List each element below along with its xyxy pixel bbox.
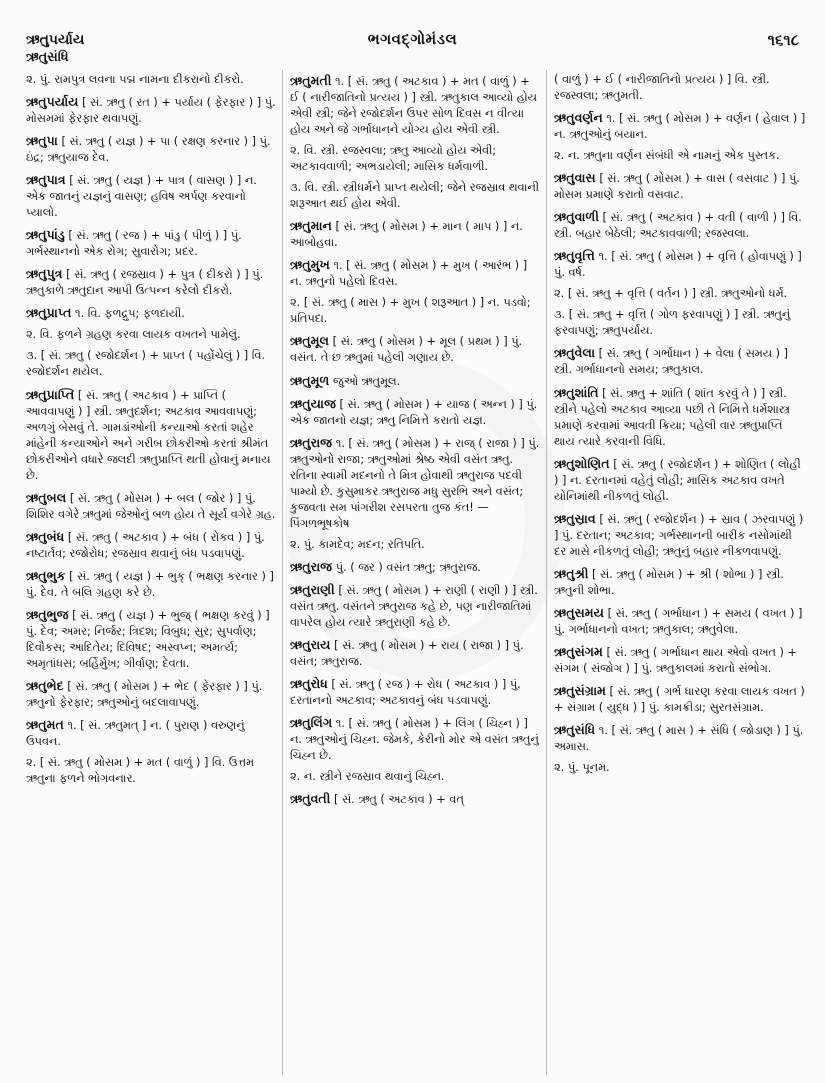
- entry-headword: ઋતુરાજ: [290, 434, 333, 450]
- entry-definition: ૩. વિ. સ્ત્રી. સ્ત્રીધર્મને પ્રાપ્ત થયેલી; જેને રજસ્રાવ થવાની શરૂઆત થઈ હોય એવી.: [290, 181, 540, 211]
- entry-definition: ૨. [ સં. ઋતુ ( માસ ) + મુખ ( શરૂઆત ) ] ન. પડવો; પ્રતિપદા.: [290, 296, 531, 326]
- entry-definition: જુઓ ઋતુમૂલ.: [332, 374, 401, 388]
- dictionary-entry: [26, 489, 278, 523]
- entry-headword: ઋતુરાણી: [290, 581, 335, 597]
- entry-definition: [ સં. ઋતુ ( મોસમ ) + શ્રી ( શોભા ) ] સ્ત્રી. ઋતુની શોભા.: [554, 567, 784, 597]
- dictionary-entry: [554, 384, 806, 450]
- entry-definition: [ સં. ઋતુ ( ગર્ભાધાન ) + સમય ( વખત ) ] પું. ગર્ભાધાનનો વખત; ઋતુકાલ; ઋતુવેલા.: [554, 606, 803, 636]
- entry-definition: [ સં. ઋતુ ( યજ્ઞ ) + ભુજ્ ( ભક્ષણ કરવું ) ] પું. દેવ; અમર; નિર્જર; ત્રિદશ; વિબુધ; સુર; સુપર્વાણ; દિવૌકસ; આદિતેય; દિવિષદ; અસ્વપ્ન; અમર્ત્ય; અમૃતાંધસ; બર્હિર્મુખ; ગીર્વાણ; દેવતા.: [26, 608, 270, 670]
- entry-headword: ઋતુપા: [26, 133, 58, 149]
- column-2: [290, 72, 542, 1072]
- entry-definition: [ સં. ઋતુ ( ગર્ભ ધારણ કરવા લાયક વખત ) + સંગ્રામ ( યુદ્ધ ) ] પું. કામક્રીડા; સુરતસંગ્રામ.: [554, 685, 805, 715]
- entry-definition: ૨. વિ. ફળને ગ્રહણ કરવા લાયક વખતને પામેલું.: [26, 328, 241, 342]
- entry-columns: [26, 72, 806, 1072]
- entry-definition: ૧. [ સં. ઋતુ ( મોસમ ) + લિંગ ( ચિહ્ન ) ] ન. ઋતુઓનું ચિહ્ન. જેમકે, કેરીનો મોર એ વસંત ઋતુનું ચિહ્ન છે.: [290, 717, 539, 763]
- dictionary-entry: [554, 208, 806, 242]
- dictionary-entry: [554, 510, 806, 560]
- entry-headword: ઋતુસમય: [554, 604, 604, 620]
- entry-definition: ( વાળું ) + ઈ ( નારીજાતિનો પ્રત્યય ) ] વિ. સ્ત્રી. રજસ્વલા; ઋતુમતી.: [554, 73, 770, 103]
- entry-definition: ૨. પું. કામદેવ; મદન; રતિપતિ.: [290, 537, 425, 551]
- entry-definition: ૧. [ સં. ઋતુ ( મોસમ ) + વર્ણન ( હેવાલ ) ] ન. ઋતુઓનું બયાન.: [554, 112, 806, 142]
- entry-definition: [ સં. ઋતુ ( મોસમ ) + માન ( માપ ) ] ન. આબોહવા.: [290, 220, 523, 250]
- dictionary-entry: [290, 295, 542, 327]
- entry-headword: ઋતુમાન: [290, 218, 332, 234]
- entry-definition: ૨. પું. રામપુત્ર લવના પદ્મ નામના દીકરાનો દીકરો.: [26, 73, 244, 86]
- entry-headword: ઋતુપ્રાપ્ત: [26, 305, 72, 321]
- dictionary-entry: [290, 72, 542, 138]
- dictionary-entry: [554, 72, 806, 104]
- dictionary-entry: [290, 769, 542, 785]
- dictionary-entry: [554, 682, 806, 716]
- dictionary-entry: [26, 327, 278, 343]
- entry-definition: [ સં. ઋતુ ( રત ) + પર્યાય ( ફેરફાર ) ] પું. મોસમમાં ફેરફાર થવાપણું.: [26, 96, 276, 126]
- entry-definition: ૩. [ સં. ઋતુ ( રજોદર્શન ) + પ્રાપ્ત ( પહોંચેલું ) ] વિ. રજોદર્શન થયેલ.: [26, 349, 265, 379]
- entry-headword: ઋતુરાજ: [290, 558, 333, 574]
- page-number: ૧૬૧૮: [767, 31, 799, 49]
- entry-definition: ૩. [ સં. ઋતુ + વૃત્તિ ( ગોળ ફરવાપણું ) ] સ્ત્રી. ઋતુનું ફરવાપણું; ઋતુપર્યાય.: [554, 308, 791, 338]
- dictionary-entry: [26, 677, 278, 711]
- entry-definition: ૧. [ સં. ઋતુ ( માસ ) + સંધિ ( જોડાણ ) ] પું. અમાસ.: [554, 724, 804, 754]
- entry-headword: ઋતુશાંતિ: [554, 384, 599, 400]
- dictionary-entry: [26, 567, 278, 601]
- column-3: [554, 72, 806, 1072]
- entry-definition: ૨. ન. સ્ત્રીને રજસ્રાવ થવાનું ચિહ્ન.: [290, 770, 445, 784]
- entry-definition: ૧. [ સં. ઋતુ ( મોસમ ) + વૃત્તિ ( હોવાપણું ) ] પું. વર્ષ.: [554, 250, 802, 280]
- entry-definition: [ સં. ઋતુ ( યજ્ઞ ) + પા ( રક્ષણ કરનાર ) ] પું. ઇંદ્ર; ઋતુયાજ દેવ.: [26, 135, 271, 165]
- dictionary-entry: [26, 386, 278, 484]
- dictionary-entry: [26, 171, 278, 221]
- entry-definition: [ સં. ઋતુ ( રજ ) + રોધ ( અટકાવ ) ] પું. દરતાનનો અટકાવ; અટકાવનું બંધ પડવાપણું.: [290, 678, 521, 708]
- entry-headword: ઋતુભેદ: [26, 678, 64, 693]
- entry-headword: ઋતુવતી: [290, 791, 331, 807]
- dictionary-entry: [290, 581, 542, 631]
- guide-word-last: ઋતુસંધિ: [26, 50, 69, 65]
- dictionary-entry: [554, 721, 806, 755]
- entry-definition: ૧. [ સં. ઋતુ ( અટકાવ ) + મત ( વાળું ) + ઈ ( નારીજાતિનો પ્રત્યય ) ] સ્ત્રી. ઋતુકાલ આવ્યો હોય એવી સ્ત્રી; જેને રજોદર્શન ઉપર સોળ દિવસ ન વીત્યા હોય અને જે ગર્ભાધાનને યોગ્ય હોય એવી સ્ત્રી.: [290, 75, 537, 137]
- entry-definition: ૨. [ સં. ઋતુ + વૃત્તિ ( વર્તન ) ] સ્ત્રી. ઋતુઓનો ધર્મ.: [554, 287, 788, 301]
- entry-headword: ઋતુપર્યાય: [26, 94, 79, 110]
- dictionary-entry: [290, 256, 542, 290]
- entry-definition: [ સં. ઋતુ ( મોસમ ) + રાણી ( રાણી ) ] સ્ત્રી. વસંત ઋતુ. વસંતને ઋતુરાજ કહે છે, પણ નારીજાતિમાં વાપરેલ હોય ત્યારે ઋતુરાણી કહે છે.: [290, 583, 538, 629]
- dictionary-entry: [290, 675, 542, 709]
- dictionary-entry: [554, 643, 806, 677]
- entry-headword: ઋતુસંધિ: [554, 722, 596, 738]
- dictionary-entry: [26, 265, 278, 299]
- entry-headword: ઋતુમત: [26, 717, 64, 733]
- entry-headword: ઋતુભુક: [26, 567, 66, 583]
- running-title: ભગવદ્ગોમંડલ: [367, 30, 458, 48]
- entry-headword: ઋતુયાજ: [290, 395, 336, 411]
- dictionary-entry: [290, 714, 542, 764]
- entry-definition: [ સં. ઋતુ ( અટકાવ ) + પ્રાપ્તિ ( આવવાપણું ) ] સ્ત્રી. ઋતુદર્શન; અટકાવ આવવાપણું; અળગું બેસવું તે. ગામડાંઓની કન્યાઓ કરતાં શહેર માંહેની કન્યાઓને અને ગરીબ છોકરીઓ કરતાં શ્રીમંત છોકરીઓને વધારે જલદી ઋતુપ્રાપ્તિ થતી હોવાનું મનાય છે.: [26, 388, 271, 482]
- dictionary-entry: [554, 169, 806, 203]
- entry-headword: ઋતુમૂલ: [290, 333, 329, 349]
- dictionary-entry: [26, 93, 278, 127]
- entry-definition: [ સં. ઋતુ ( યજ્ઞ ) + પાત્ર ( વાસણ ) ] ન. એક જાતનું યજ્ઞનું વાસણ; હવિષ અર્પણ કરવાનો પ્યાલો.: [26, 174, 257, 220]
- entry-definition: [ સં. ઋતુ + શાંતિ ( શાંત કરવું તે ) ] સ્ત્રી. સ્ત્રીને પહેલો અટકાવ આવ્યા પછી તે નિમિત્તે ધર્મશાસ્ત્ર પ્રમાણે કરવામાં આવતી ક્રિયા; પહેલી વાર ઋતુપ્રાપ્તિ થાય ત્યારે કરવાની વિધિ.: [554, 386, 790, 448]
- entry-headword: ઋતુવાળી: [554, 209, 599, 225]
- entry-definition: [ સં. ઋતુ ( રજોદર્શન ) + સ્રાવ ( ઝરવાપણું ) ] પું. દરતાન; અટકાવ; ગર્ભસ્થાનની બારીક નસોમાંથી દર માસે નીકળતું લોહી; ઋતુનું બહાર નીકળવાપણું.: [554, 512, 804, 558]
- dictionary-entry: [290, 217, 542, 251]
- entry-headword: ઋતુવૃત્તિ: [554, 248, 595, 264]
- dictionary-entry: [290, 395, 542, 429]
- page-header: [0, 0, 825, 65]
- entry-definition: [ સં. ઋતુ ( અટકાવ ) + બંધ ( રોકવ ) ] પું. નષ્ટાર્તવ; રજોરોધ; રજસ્રાવ થવાનું બંધ પડવાપણું.: [26, 530, 265, 560]
- entry-headword: ઋતુમુખ: [290, 257, 330, 273]
- entry-definition: [ સં. ઋતુ ( રજ ) + પાંડુ ( પીળું ) ] પું. ગર્ભસ્થાનનો એક રોગ; સુવારોગ; પ્રદર.: [26, 229, 242, 259]
- dictionary-entry: [554, 455, 806, 505]
- entry-headword: ઋતુસંગમ: [554, 643, 603, 659]
- entry-definition: [ સં. ઋતુ ( ગર્ભાધાન થાય એવો વખત ) + સંગમ ( સંજોગ ) ] પું. ઋતુકાલમાં કરાતો સંભોગ.: [554, 645, 797, 675]
- entry-definition: [ સં. ઋતુ ( મોસમ ) + મૂલ ( પ્રથમ ) ] પું. વસંત. તે છ ઋતુમાં પહેલી ગણાય છે.: [290, 335, 523, 365]
- entry-headword: ઋતુપાંડુ: [26, 227, 65, 243]
- entry-definition: ૨. [ સં. ઋતુ ( મોસમ ) + મત ( વાળું ) ] વિ. ઉત્તમ ઋતુના ફળને ભોગવનાર.: [26, 756, 254, 786]
- dictionary-entry: [26, 528, 278, 562]
- entry-definition: [ સં. ઋતુ ( યજ્ઞ ) + ભુક્ ( ભક્ષણ કરનાર ) ] પું. દેવ. તે બલિ ગ્રહણ કરે છે.: [26, 569, 274, 599]
- dictionary-entry: [26, 716, 278, 750]
- dictionary-entry: [554, 760, 806, 776]
- column-1: [26, 72, 278, 1072]
- entry-definition: ૧. વિ. ફળદ્રુપ; ફળદાયી.: [75, 307, 185, 321]
- dictionary-entry: [290, 372, 542, 390]
- dictionary-entry: [554, 307, 806, 339]
- dictionary-entry: [26, 348, 278, 380]
- entry-definition: ૨. પું. પૂનમ.: [554, 761, 610, 775]
- entry-headword: ઋતુશ્રી: [554, 565, 589, 581]
- dictionary-entry: [26, 72, 278, 88]
- dictionary-entry: [554, 604, 806, 638]
- entry-headword: ઋતુબંધ: [26, 528, 65, 544]
- dictionary-entry: [554, 247, 806, 281]
- dictionary-entry: [554, 344, 806, 378]
- dictionary-entry: [290, 636, 542, 670]
- dictionary-entry: [26, 226, 278, 260]
- entry-definition: ૨. ન. ઋતુના વર્ણન સંબંધી એ નામનું એક પુસ્તક.: [554, 149, 780, 163]
- entry-headword: ઋતુબલ: [26, 489, 67, 505]
- entry-headword: ઋતુવર્ણન: [554, 110, 603, 126]
- entry-headword: ઋતુપુત્ર: [26, 266, 63, 282]
- entry-headword: ઋતુવેલા: [554, 345, 596, 361]
- entry-headword: ઋતુસંગ્રામ: [554, 683, 606, 698]
- dictionary-entry: [290, 790, 542, 808]
- entry-definition: [ સં. ઋતુ ( ગર્ભાધાન ) + વેલા ( સમય ) ] સ્ત્રી. ગર્ભાધાનનો સમય; ઋતુકાલ.: [554, 347, 788, 377]
- entry-definition: [ સં. ઋતુ ( રજોદર્શન ) + શોણિત ( લોહી ) ] ન. દરતાનમાં વહેતું લોહી; માસિક અટકાવ વખતે યોનિમાંથી નીકળતું લોહી.: [554, 457, 801, 503]
- entry-definition: [ સં. ઋતુ ( અટકાવ ) + વત્: [333, 793, 464, 807]
- entry-definition: પું. ( જર ) વસંત ઋતુ; ઋતુરાજ.: [335, 560, 481, 574]
- dictionary-entry: [290, 434, 542, 532]
- dictionary-entry: [554, 286, 806, 302]
- dictionary-entry: [26, 304, 278, 322]
- entry-headword: ઋતુવાસ: [554, 170, 596, 186]
- dictionary-entry: [26, 132, 278, 166]
- guide-word-first: ઋતુપર્યાય: [26, 32, 85, 48]
- dictionary-entry: [554, 109, 806, 143]
- dictionary-entry: [290, 332, 542, 366]
- dictionary-entry: [290, 537, 542, 553]
- entry-headword: ઋતુલિંગ: [290, 715, 333, 731]
- entry-definition: [ સં. ઋતુ ( મોસમ ) + વાસ ( વસવાટ ) ] પું. મોસમ પ્રમાણે કરાતો વસવાટ.: [554, 172, 800, 202]
- entry-definition: ૧. [ સં. ઋતુ ( મોસમ ) + મુખ ( આરંભ ) ] ન. ઋતુનો પહેલો દિવસ.: [290, 259, 528, 289]
- entry-headword: ઋતુમૂળ: [290, 372, 330, 388]
- entry-definition: ૧. [ સં. ઋતુ ( મોસમ ) + રાજ્ ( રાજા ) ] પું. ઋતુઓનો રાજા; ઋતુઓમાં શ્રેષ્ઠ એવી વસંત ઋતુ. રતિના સ્વામી મદનનો તે મિત્ર હોવાથી ઋતુરાજ પદવી પામ્યો છે. કુસુમાકર ઋતુરાજ મધુ સુરભિ અને વસંત; કુજવતા સમ પાંગરીશ રસપરતા તુજ કંત! —પિંગળભૂષકોષ: [290, 436, 540, 530]
- dictionary-entry: [554, 148, 806, 164]
- entry-headword: ઋતુશોણિત: [554, 455, 610, 471]
- entry-definition: ૧. [ સં. ઋતુમત્ ] ન. ( પુરાણ ) વરુણનું ઉપવન.: [26, 719, 245, 749]
- entry-definition: [ સં. ઋતુ ( મોસમ ) + યાજ ( અન્ન ) ] પું. એક જાતનો યજ્ઞ; ઋતુ નિમિત્તે કરાતો યજ્ઞ.: [290, 397, 538, 427]
- entry-headword: ઋતુભુજ: [26, 606, 69, 622]
- dictionary-entry: [290, 143, 542, 175]
- entry-definition: ૨. વિ. સ્ત્રી. રજસ્વલા; ઋતુ આવ્યો હોય એવી; અટકાવવાળી; અભડાયેલી; માસિક ધર્મવાળી.: [290, 144, 497, 174]
- entry-definition: [ સં. ઋતુ ( મોસમ ) + ભેદ ( ફેરફાર ) ] પું. ઋતુનો ફેરફાર; ઋતુઓનું બદલાવાપણું.: [26, 680, 263, 710]
- entry-definition: [ સં. ઋતુ ( રજસ્રાવ ) + પુત્ર ( દીકરો ) ] પું. ઋતુકાળે ઋતુદાન આપી ઉત્પન્ન કરેલો દીકરો.: [26, 268, 264, 298]
- dictionary-entry: [290, 180, 542, 212]
- dictionary-entry: [26, 755, 278, 787]
- entry-headword: ઋતુરોધ: [290, 676, 328, 691]
- entry-definition: [ સં. ઋતુ ( અટકાવ ) + વતી ( વાળી ) ] વિ. સ્ત્રી. બહાર બેઠેલી; અટકાવવાળી; રજસ્વલા.: [554, 211, 802, 241]
- entry-headword: ઋતુપ્રાપ્તિ: [26, 386, 75, 402]
- entry-headword: ઋતુમતી: [290, 73, 332, 88]
- entry-headword: ઋતુરાય: [290, 636, 331, 652]
- dictionary-entry: [554, 565, 806, 599]
- entry-definition: [ સં. ઋતુ ( મોસમ ) + બલ ( જોર ) ] પું. શિશિર વગેરે ઋતુમાં જેઓનું બળ હોય તે સૂર્ય વગેરે ગ્રહ.: [26, 491, 276, 521]
- entry-definition: [ સં. ઋતુ ( મોસમ ) + રાય ( રાજા ) ] પું. વસંત; ઋતુરાજ.: [290, 638, 524, 668]
- entry-headword: ઋતુસ્રાવ: [554, 510, 596, 526]
- dictionary-entry: [290, 558, 542, 576]
- entry-headword: ઋતુપાત્ર: [26, 172, 66, 188]
- dictionary-entry: [26, 606, 278, 672]
